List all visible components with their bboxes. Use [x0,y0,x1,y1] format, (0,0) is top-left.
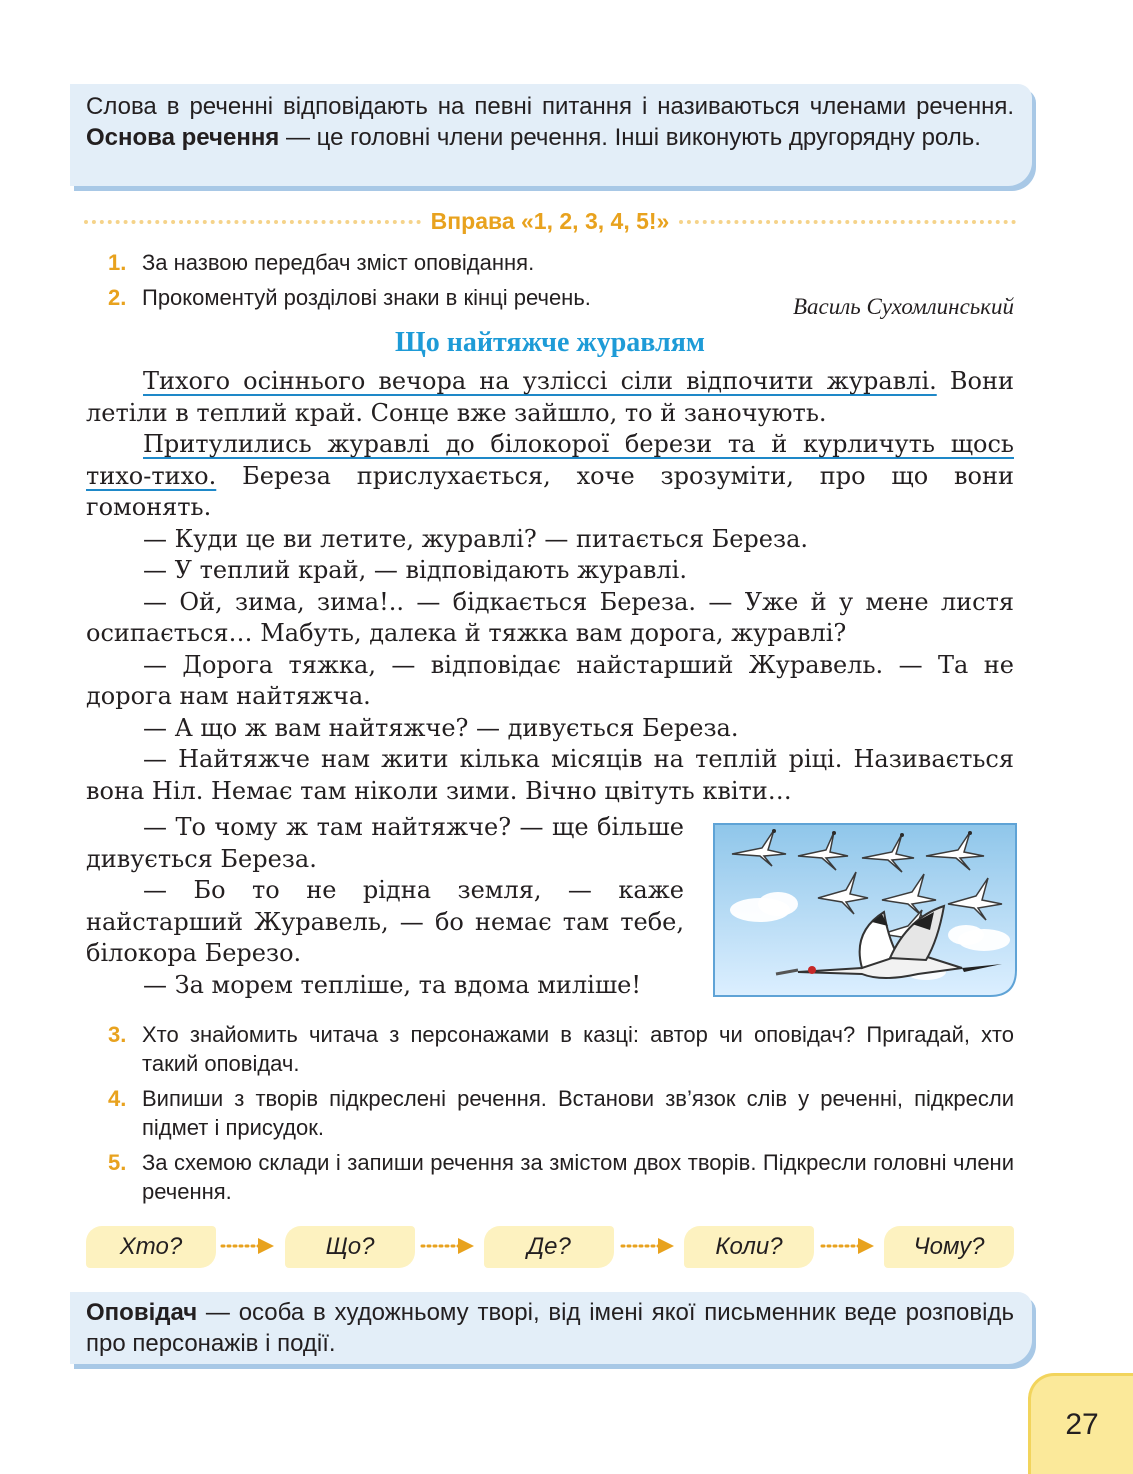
dialogue-line: — То чому ж там найтяжче? — ще більше дивується Береза. [86,813,684,873]
scheme-box-who: Хто? [86,1226,216,1268]
dotted-arrow-icon [420,1235,476,1257]
scheme-box-what: Що? [285,1226,415,1268]
task-text: Хто знайомить читача з персонажами в казці: автор чи оповідач? Пригадай, хто такий оповідач. [142,1022,1014,1076]
task-5 [108,1148,1014,1206]
dotted-divider-left [84,220,421,224]
definition-term: Оповідач [86,1299,198,1326]
underlined-sentence: Тихого осіннього вечора на узліссі сіли відпочити журавлі. [143,367,937,395]
sentence: Вони летіли в теплий край. Сонце вже зайшло, то й заночують. [86,367,1014,427]
task-text: Прокоментуй розділові знаки в кінці речень. [142,285,591,310]
dialogue-line: — За морем тепліше, та вдома миліше! [143,970,641,999]
rule-info-text [86,91,1014,153]
task-3 [108,1020,1014,1078]
scheme-box-where: Де? [484,1226,614,1268]
task-number: 2. [108,285,127,310]
scheme-box-why: Чому? [884,1226,1014,1268]
dotted-arrow-icon [820,1235,876,1257]
dotted-arrow-icon [620,1235,676,1257]
exercise-title: Вправа «1, 2, 3, 4, 5!» [430,207,670,234]
story-paragraph-1 [86,366,1014,429]
story-title: Що найтяжче журавлям [395,327,705,358]
dotted-divider-right [679,220,1016,224]
page-number: 27 [1028,1373,1133,1474]
dialogue-line: — У теплий край, — відповідають журавлі. [143,556,687,584]
task-number: 3. [108,1022,127,1047]
task-4 [108,1084,1014,1142]
task-1 [108,248,708,277]
rule-text-after: — це головні члени речення. Інші виконують другорядну роль. [279,124,981,151]
scheme-box-when: Коли? [684,1226,814,1268]
cranes-flying-icon [712,822,1018,998]
cranes-flying-illustration [712,822,1018,998]
sentence: Береза прислухається, хоче зрозуміти, про що вони гомонять. [86,461,1014,521]
definition-text [86,1297,1014,1359]
rule-text-before: Слова в реченні відповідають на певні питання і називаються членами речення. [86,93,1014,120]
story-text-side [86,812,684,1001]
task-number: 4. [108,1086,127,1111]
exercise-header [84,205,1016,237]
definition-info-box [70,1292,1032,1364]
story-author: Василь Сухомлинський [792,294,1014,319]
dialogue-line: — Найтяжче нам жити кілька місяців на теплій ріці. Називається вона Ніл. Немає там ніколи зими. Вічно цвітуть квіти… [86,745,1014,805]
rule-info-box [70,84,1032,186]
rule-bold-term: Основа речення [86,124,280,151]
dotted-arrow-icon [220,1235,276,1257]
task-text: Випиши з творів підкреслені речення. Встанови зв’язок слів у реченні, підкресли підмет і присудок. [142,1086,1014,1140]
task-number: 5. [108,1150,127,1175]
dialogue-line: — Бо то не рідна земля, — каже найстарший Журавель, — бо немає там тебе, білокора Березо. [86,876,684,967]
definition-body: — особа в художньому творі, від імені якої письменник веде розповідь про персонажів і події. [86,1299,1014,1357]
task-number: 1. [108,250,127,275]
dialogue-line: — А що ж вам найтяжче? — дивується Береза. [143,713,739,742]
task-text: За назвою передбач зміст оповідання. [142,250,535,275]
task-text: За схемою склади і запиши речення за змістом двох творів. Підкресли головні члени речення. [142,1150,1014,1204]
task-2 [108,283,708,312]
story-paragraph-2 [86,429,1014,524]
dialogue-line: — Куди це ви летите, журавлі? — питається Береза. [143,524,809,553]
dialogue-line: — Ой, зима, зима!.. — бідкається Береза. — Уже й у мене листя осипається… Мабуть, далека й тяжка вам дорога, журавлі? [86,587,1014,647]
underlined-sentence: Притулились журавлі до білокорої берези та й курличуть щось тихо-тихо. [86,430,1014,490]
story-text [86,366,1014,807]
dialogue-line: — Дорога тяжка, — відповідає найстарший Журавель. — Та не дорога нам найтяжча. [86,650,1014,710]
